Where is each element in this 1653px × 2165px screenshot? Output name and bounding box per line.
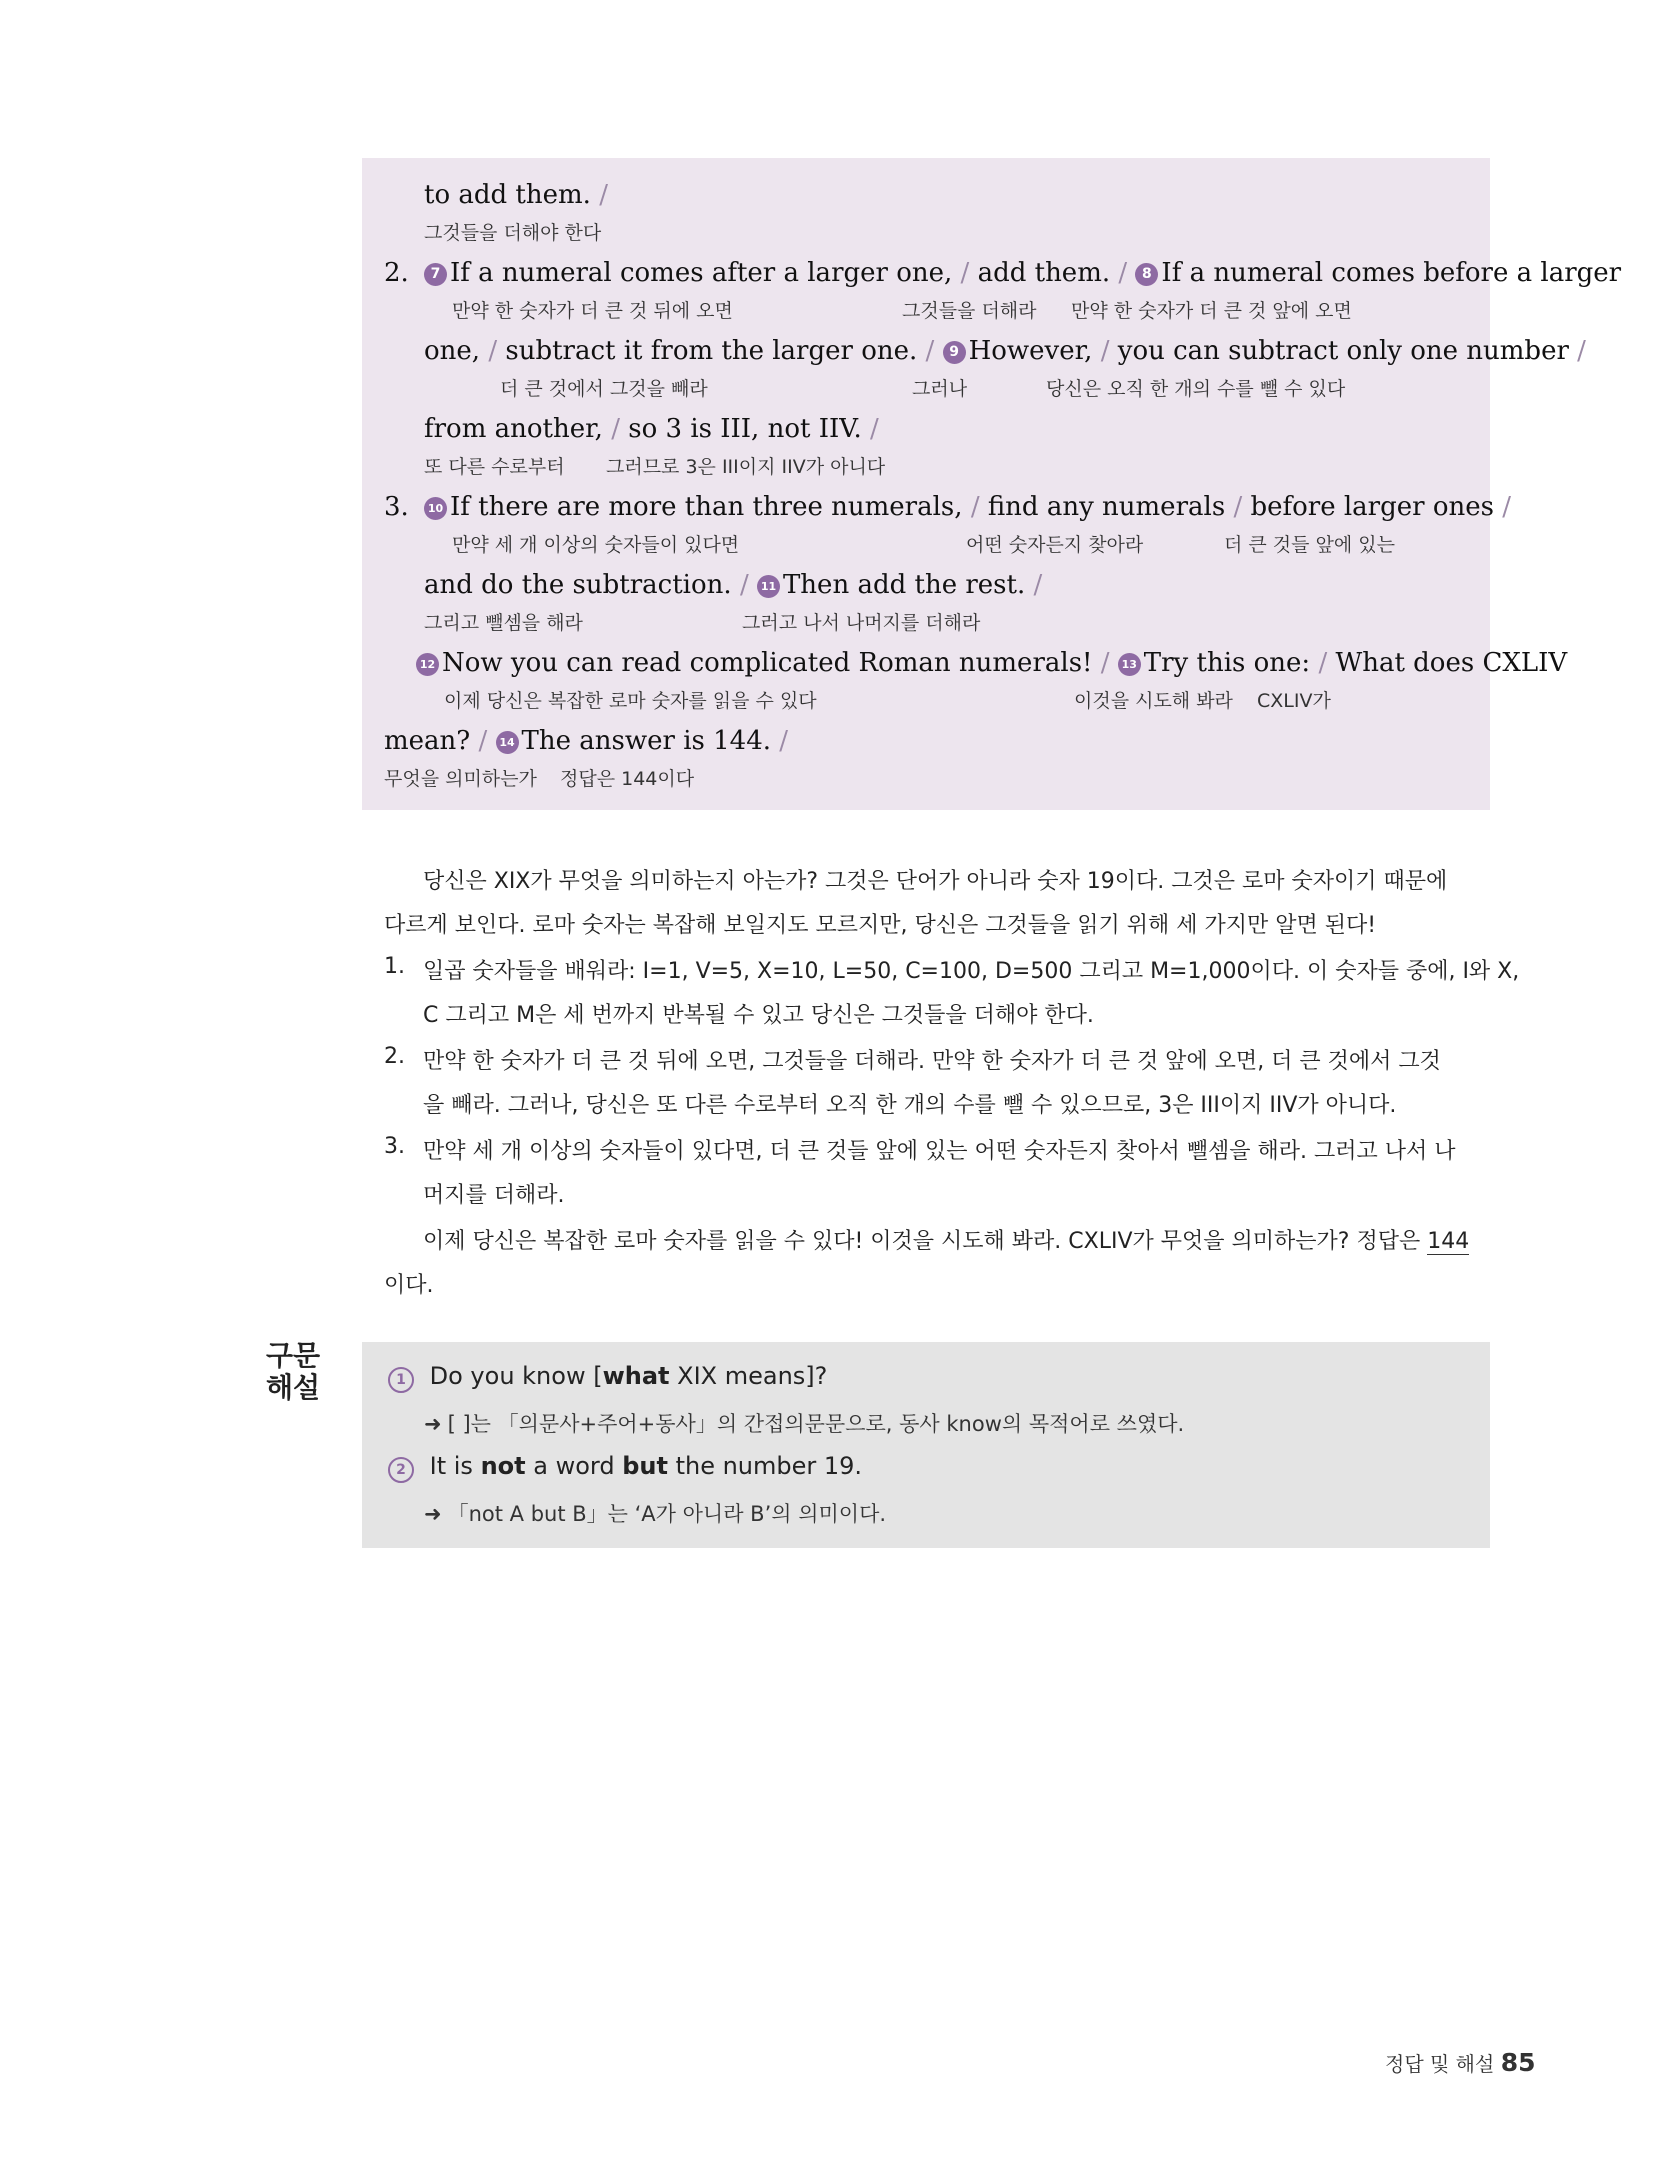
explanation-text: 「not A but B」는 ‘A가 아니라 B’의 의미이다. xyxy=(447,1502,887,1526)
explanation-text: [ ]는 「의문사+주어+동사」의 간접의문문으로, 동사 know의 목적어로 쓰였다. xyxy=(447,1412,1185,1436)
english-text: However, xyxy=(968,336,1093,366)
english-text: so 3 is III, not IIV. xyxy=(628,414,862,444)
korean-gloss: 또 다른 수로부터 xyxy=(424,456,565,478)
arrow-icon: ➜ xyxy=(424,1412,442,1436)
grammar-text: a word xyxy=(525,1452,623,1480)
slash: / xyxy=(611,414,620,444)
slash: / xyxy=(1577,336,1586,366)
grammar-sentence-1 xyxy=(388,1362,827,1393)
english-text: If a numeral comes after a larger one, xyxy=(450,258,953,288)
number-icon: 1 xyxy=(388,1367,414,1393)
english-text: Now you can read complicated Roman numerals! xyxy=(442,648,1093,678)
slash: / xyxy=(1233,492,1243,522)
slash: / xyxy=(739,570,749,600)
english-text: Try this one: xyxy=(1143,648,1311,678)
page-footer xyxy=(1385,2048,1535,2077)
slash: / xyxy=(478,726,488,756)
english-text: mean? xyxy=(384,726,471,756)
english-text: find any numerals xyxy=(987,492,1226,522)
item-number: 3. xyxy=(384,492,409,522)
korean-gloss: 그러므로 3은 III이지 IIV가 아니다 xyxy=(606,456,886,478)
slash: / xyxy=(925,336,935,366)
translation-line: 만약 세 개 이상의 숫자들이 있다면, 더 큰 것들 앞에 있는 어떤 숫자든지 찾아서 뺄셈을 해라. 그러고 나서 나 xyxy=(423,1139,1456,1164)
reading-line-2 xyxy=(424,336,1586,366)
english-text: Then add the rest. xyxy=(782,570,1026,600)
translation-line: 만약 한 숫자가 더 큰 것 뒤에 오면, 그것들을 더해라. 만약 한 숫자가 더 큰 것 앞에 오면, 더 큰 것에서 그것 xyxy=(423,1049,1441,1074)
slash: / xyxy=(1118,258,1128,288)
list-number: 1. xyxy=(384,954,405,979)
translation-line: 이다. xyxy=(384,1273,434,1298)
grammar-text: XIX means]? xyxy=(669,1362,828,1390)
grammar-text: It is xyxy=(429,1452,481,1480)
grammar-text: the number 19. xyxy=(667,1452,863,1480)
translation-line: 머지를 더해라. xyxy=(423,1183,565,1208)
english-text: If a numeral comes before a larger xyxy=(1161,258,1622,288)
section-label-line: 해설 xyxy=(266,1371,321,1404)
grammar-bold: but xyxy=(622,1452,668,1480)
english-text: and do the subtraction. xyxy=(424,570,732,600)
reading-line-3 xyxy=(424,414,879,444)
sentence-number-icon: 11 xyxy=(757,575,780,598)
translation-line: 다르게 보인다. 로마 숫자는 복잡해 보일지도 모르지만, 당신은 그것들을 읽기 위해 세 가지만 알면 된다! xyxy=(384,913,1377,938)
english-text: from another, xyxy=(424,414,603,444)
sentence-number-icon: 8 xyxy=(1135,263,1158,286)
grammar-box xyxy=(362,1342,1490,1548)
english-text: If there are more than three numerals, xyxy=(450,492,963,522)
korean-gloss: 더 큰 것들 앞에 있는 xyxy=(1224,534,1395,556)
section-label xyxy=(266,1340,320,1404)
english-text: you can subtract only one number xyxy=(1117,336,1569,366)
translation-line: C 그리고 M은 세 번까지 반복될 수 있고 당신은 그것들을 더해야 한다. xyxy=(423,1003,1094,1028)
korean-gloss: 당신은 오직 한 개의 수를 뺄 수 있다 xyxy=(1046,378,1346,400)
slash: / xyxy=(779,726,789,756)
korean-gloss: CXLIV가 xyxy=(1257,690,1331,712)
reading-line-0 xyxy=(424,180,608,210)
slash: / xyxy=(1100,648,1110,678)
english-text: subtract it from the larger one. xyxy=(505,336,918,366)
sentence-number-icon: 9 xyxy=(943,341,966,364)
grammar-explanation-2 xyxy=(424,1498,886,1528)
english-text: before larger ones xyxy=(1250,492,1494,522)
section-label-line: 구문 xyxy=(266,1339,321,1372)
grammar-explanation-1 xyxy=(424,1408,1184,1438)
arrow-icon: ➜ xyxy=(424,1502,442,1526)
translation-line: 을 빼라. 그러나, 당신은 또 다른 수로부터 오직 한 개의 수를 뺄 수 있으므로, 3은 III이지 IIV가 아니다. xyxy=(423,1093,1397,1118)
korean-gloss: 정답은 144이다 xyxy=(560,768,695,790)
reading-line-7 xyxy=(384,726,788,756)
korean-gloss: 그것들을 더해라 xyxy=(902,300,1037,322)
reading-line-4 xyxy=(424,492,1511,522)
english-text: The answer is 144. xyxy=(521,726,772,756)
reading-line-1 xyxy=(424,258,1621,288)
korean-gloss: 이제 당신은 복잡한 로마 숫자를 읽을 수 있다 xyxy=(444,690,817,712)
translation-text: 이제 당신은 복잡한 로마 숫자를 읽을 수 있다! 이것을 시도해 봐라. CXLIV가 무엇을 의미하는가? 정답은 xyxy=(423,1229,1428,1254)
footer-label: 정답 및 해설 xyxy=(1385,2052,1495,2076)
reading-line-6 xyxy=(416,648,1567,678)
sentence-number-icon: 13 xyxy=(1118,653,1141,676)
korean-gloss: 그것들을 더해야 한다 xyxy=(424,222,602,244)
translation-line xyxy=(423,1224,1469,1255)
answer-underlined: 144 xyxy=(1427,1229,1470,1254)
korean-gloss: 그러나 xyxy=(912,378,968,400)
translation-line: 일곱 숫자들을 배워라: I=1, V=5, X=10, L=50, C=100, D=500 그리고 M=1,000이다. 이 숫자들 중에, I와 X, xyxy=(423,959,1520,984)
grammar-bold: what xyxy=(602,1362,670,1390)
slash: / xyxy=(1318,648,1328,678)
reading-line-5 xyxy=(424,570,1042,600)
item-number: 2. xyxy=(384,258,409,288)
sentence-number-icon: 12 xyxy=(416,653,439,676)
korean-gloss: 어떤 숫자든지 찾아라 xyxy=(966,534,1144,556)
slash: / xyxy=(488,336,498,366)
english-text: to add them. xyxy=(424,180,591,210)
korean-gloss: 만약 세 개 이상의 숫자들이 있다면 xyxy=(452,534,740,556)
grammar-sentence-2 xyxy=(388,1452,862,1483)
slash: / xyxy=(960,258,970,288)
sentence-number-icon: 14 xyxy=(496,731,519,754)
korean-gloss: 그리고 뺄셈을 해라 xyxy=(424,612,583,634)
slash: / xyxy=(870,414,879,444)
slash: / xyxy=(970,492,980,522)
reading-box xyxy=(362,158,1622,810)
translation-line: 당신은 XIX가 무엇을 의미하는지 아는가? 그것은 단어가 아니라 숫자 19이다. 그것은 로마 숫자이기 때문에 xyxy=(423,869,1448,894)
grammar-text: Do you know [ xyxy=(429,1362,603,1390)
slash: / xyxy=(1502,492,1511,522)
english-text: add them. xyxy=(977,258,1111,288)
korean-gloss: 만약 한 숫자가 더 큰 것 앞에 오면 xyxy=(1071,300,1352,322)
korean-gloss: 그러고 나서 나머지를 더해라 xyxy=(742,612,981,634)
grammar-bold: not xyxy=(480,1452,526,1480)
sentence-number-icon: 10 xyxy=(424,497,447,520)
slash: / xyxy=(1033,570,1043,600)
english-text: one, xyxy=(424,336,481,366)
slash: / xyxy=(599,180,608,210)
english-text: What does CXLIV xyxy=(1335,648,1568,678)
korean-gloss: 더 큰 것에서 그것을 빼라 xyxy=(500,378,708,400)
number-icon: 2 xyxy=(388,1457,414,1483)
korean-gloss: 이것을 시도해 봐라 xyxy=(1074,690,1233,712)
page-number: 85 xyxy=(1500,2048,1536,2077)
korean-gloss: 만약 한 숫자가 더 큰 것 뒤에 오면 xyxy=(452,300,733,322)
slash: / xyxy=(1100,336,1110,366)
list-number: 3. xyxy=(384,1134,405,1159)
sentence-number-icon: 7 xyxy=(424,263,447,286)
list-number: 2. xyxy=(384,1044,405,1069)
korean-gloss: 무엇을 의미하는가 xyxy=(384,768,537,790)
